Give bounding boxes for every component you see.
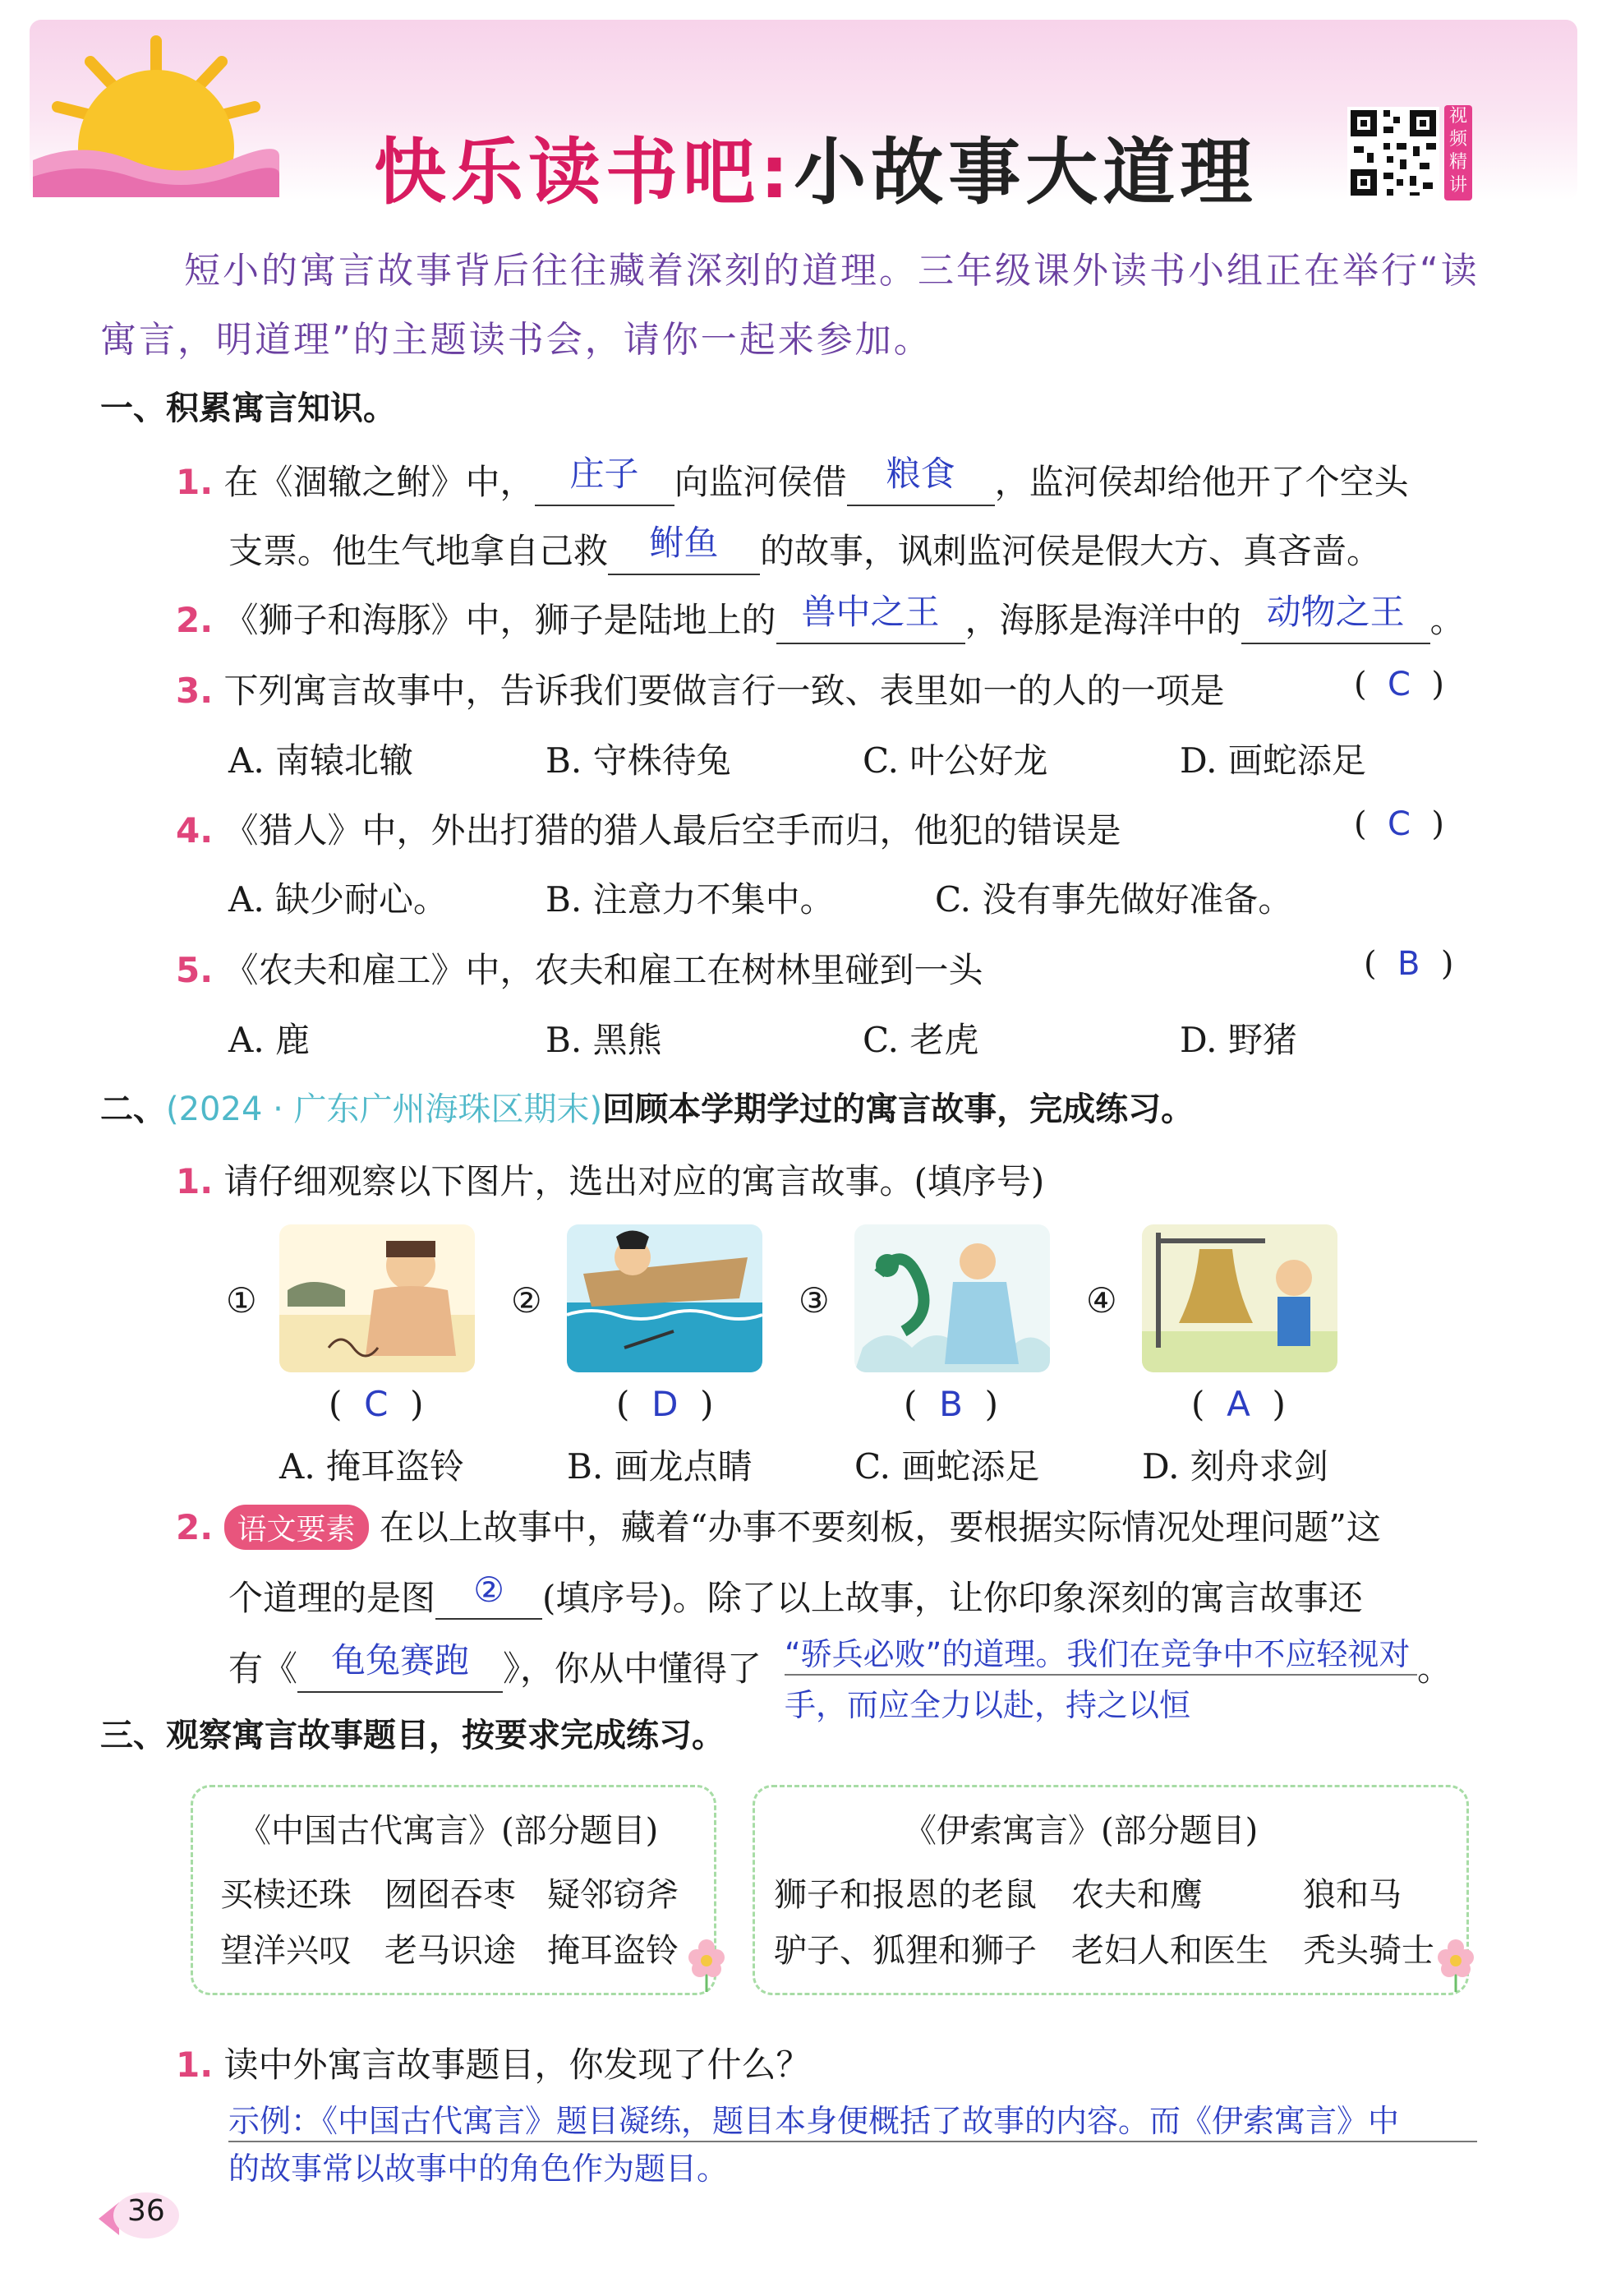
picture-label: ③	[799, 1280, 830, 1321]
section3-heading: 三、观察寓言故事题目，按要求完成练习。	[100, 1717, 725, 1754]
s1-q2: 2. 《狮子和海豚》中，狮子是陆地上的 兽中之王 ，海豚是海洋中的 动物之王 。	[176, 593, 1465, 644]
title-sub: 小故事大道理	[794, 130, 1258, 214]
answer-blank: 庄子	[535, 455, 674, 506]
question-number: 5.	[176, 950, 214, 990]
question-number: 2.	[176, 1507, 214, 1547]
fable-title: 买椟还珠	[220, 1876, 352, 1914]
question-number: 1.	[176, 1161, 214, 1201]
title-colon: :	[760, 130, 794, 214]
bell-thief-image	[1142, 1224, 1337, 1372]
fable-title: 狼和马	[1303, 1876, 1402, 1914]
intro-text: 短小的寓言故事背后往往藏着深刻的道理。三年级课外读书小组正在举行“读寓言，明道理”的主题读书会，请你一起来参加。	[100, 250, 1480, 361]
question-number: 4.	[176, 810, 214, 851]
s2-q2-period: 。	[1417, 1648, 1452, 1689]
fable-title: 农夫和鹰	[1071, 1876, 1203, 1914]
s2-q2-line2: 个道理的是图 ② (填序号)。除了以上故事，让你印象深刻的寓言故事还	[228, 1570, 1363, 1618]
s1-q5-answer: ( B )	[1364, 945, 1454, 983]
source-label: (2024 · 广东广州海珠区期末)	[166, 1090, 603, 1128]
question-number: 1.	[176, 2045, 214, 2085]
answer-blank: 龟兔赛跑	[297, 1642, 503, 1693]
answer-blank: 粮食	[847, 455, 995, 506]
section2-heading: 二、(2024 · 广东广州海珠区期末)回顾本学期学过的寓言故事，完成练习。	[100, 1090, 1195, 1128]
s3-q1-answer-line2: 的故事常以故事中的角色作为题目。	[228, 2151, 729, 2187]
picture-answer: ( A )	[1191, 1384, 1286, 1424]
dragon-painting-image	[854, 1224, 1050, 1372]
s1-q1-line2: 支票。他生气地拿自己救 鲋鱼 的故事，讽刺监河侯是假大方、真吝啬。	[228, 524, 1381, 575]
fable-title: 老马识途	[384, 1932, 516, 1970]
fable-title: 驴子、狐狸和狮子	[774, 1932, 1037, 1970]
box-title: 《伊索寓言》(部分题目)	[904, 1812, 1259, 1850]
boat-sword-image	[567, 1224, 762, 1372]
fable-title: 秃头骑士	[1303, 1932, 1434, 1970]
s1-q3: 3. 下列寓言故事中，告诉我们要做言行一致、表里如一的人的一项是	[176, 671, 1225, 711]
flower-icon	[1433, 1936, 1479, 1994]
flower-icon	[684, 1936, 730, 1994]
fable-title: 掩耳盗铃	[547, 1932, 679, 1970]
answer-blank: 鲋鱼	[608, 524, 760, 575]
picture-label: ①	[226, 1280, 257, 1321]
page-title	[374, 115, 1257, 219]
s1-q4: 4. 《猎人》中，外出打猎的猎人最后空手而归，他犯的错误是	[176, 810, 1121, 851]
s2-q2-answer-line1: “骄兵必败”的道理。我们在竞争中不应轻视对	[785, 1629, 1417, 1676]
picture-answer: ( C )	[329, 1384, 424, 1424]
picture-label: ②	[511, 1280, 542, 1321]
fable-title: 望洋兴叹	[220, 1932, 352, 1970]
box-title: 《中国古代寓言》(部分题目)	[238, 1812, 659, 1850]
chinese-element-tag: 语文要素	[224, 1505, 369, 1550]
title-main: 快乐读书吧	[374, 130, 761, 214]
s2-q2-line1: 2. 语文要素 在以上故事中，藏着“办事不要刻板，要根据实际情况处理问题”这	[176, 1501, 1381, 1550]
snake-drawing-image	[279, 1224, 475, 1372]
s2-q2-answer-line2: 手，而应全力以赴，持之以恒	[785, 1687, 1191, 1723]
s3-q1: 1. 读中外寓言故事题目，你发现了什么？	[176, 2045, 811, 2085]
fable-title: 狮子和报恩的老鼠	[774, 1876, 1037, 1914]
answer-blank: 兽中之王	[776, 593, 965, 644]
answer-blank: 动物之王	[1241, 593, 1430, 644]
s2-q2-line3: 有《 龟兔赛跑 》，你从中懂得了	[228, 1642, 762, 1693]
answer-blank: ②	[435, 1578, 542, 1620]
s1-q1-line1: 1. 在《涸辙之鲋》中， 庄子 向监河侯借 粮食 ，监河侯却给他开了个空头	[176, 455, 1409, 506]
fable-title: 老妇人和医生	[1071, 1932, 1268, 1970]
section1-heading: 一、积累寓言知识。	[100, 390, 396, 427]
page-number: 36	[127, 2194, 165, 2228]
fable-title: 疑邻窃斧	[547, 1876, 679, 1914]
question-number: 2.	[176, 600, 214, 640]
s1-q4-answer: ( C )	[1354, 805, 1445, 843]
fable-title: 囫囵吞枣	[384, 1876, 516, 1914]
picture-label: ④	[1086, 1280, 1117, 1321]
question-number: 3.	[176, 671, 214, 711]
picture-answer: ( D )	[616, 1384, 714, 1424]
picture-answer: ( B )	[904, 1384, 999, 1424]
s1-q3-answer: ( C )	[1354, 666, 1445, 703]
s2-q1: 1. 请仔细观察以下图片，选出对应的寓言故事。(填序号)	[176, 1161, 1045, 1201]
qr-code-icon[interactable]	[1347, 107, 1439, 199]
video-tag[interactable]: 视频精讲	[1444, 105, 1472, 201]
question-number: 1.	[176, 462, 214, 502]
s1-q5: 5. 《农夫和雇工》中，农夫和雇工在树林里碰到一头	[176, 950, 983, 990]
s3-q1-answer-line1: 示例：《中国古代寓言》题目凝练，题目本身便概括了故事的内容。而《伊索寓言》中	[228, 2095, 1477, 2142]
sun-icon	[33, 25, 279, 197]
